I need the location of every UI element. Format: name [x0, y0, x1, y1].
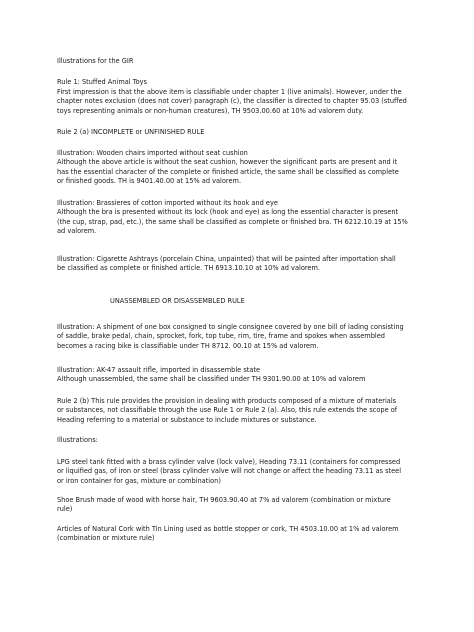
illustration-ak47: Illustration: AK-47 assault rifle, imported in disassemble state Although unassembled, the same shall be classified under TH 9301.90.00 at 10% ad valorem	[57, 366, 366, 384]
title-line: Illustrations for the GIR	[57, 57, 134, 65]
illustration-natural-cork: Articles of Natural Cork with Tin Lining used as bottle stopper or cork, TH 4503.10.00 at 1% ad valorem (combination or mixture rule)	[57, 525, 399, 543]
illustration-brassieres: Illustration: Brassieres of cotton imported without its hook and eye Although the bra is presented without its lock (hook and eye) as long the essential character is present (the cup, strap, pad, etc.), the same shall be classified as complete or finished bra. TH 6212.10.19 at 15% ad valorem.	[57, 199, 408, 236]
illustrations-label: Illustrations:	[57, 436, 98, 444]
illustration-chairs: Illustration: Wooden chairs imported without seat cushion Although the above article is without the seat cushion, however the significant parts are present and it has the essential character of the complete or finished article, the same shall be classified as complete or finished goods. TH is 9401.40.00 at 15% ad valorem.	[57, 149, 399, 186]
unassembled-heading: UNASSEMBLED OR DISASSEMBLED RULE	[110, 297, 245, 305]
rule2a-heading: Rule 2 (a) INCOMPLETE or UNFINISHED RULE	[57, 128, 205, 136]
illustration-racing-bike: Illustration: A shipment of one box consigned to single consignee covered by one bill of lading consisting of saddle, brake pedal, chain, sprocket, fork, top tube, rim, tire, frame and spokes when assembled becomes a racing bike is classifiable under TH 8712. 00.10 at 15% ad valorem.	[57, 323, 404, 350]
rule1-heading: Rule 1: Stuffed Animal Toys	[57, 78, 147, 86]
document-title	[57, 57, 437, 66]
illustration-shoe-brush: Shoe Brush made of wood with horse hair, TH 9603.90.40 at 7% ad valorem (combination or mixture rule)	[57, 496, 391, 514]
rule1-paragraph: First impression is that the above item is classifiable under chapter 1 (live animals). However, under the chapter notes exclusion (does not cover) paragraph (c), the classifier is directed to chapter 95.03 (stuffed toys representing animals or non-human creatures), TH 9503.00.60 at 10% ad valorem duty.	[57, 88, 407, 115]
rule2b-paragraph: Rule 2 (b) This rule provides the provision in dealing with products composed of a mixture of materials or substances, not classifiable through the use Rule 1 or Rule 2 (a). Also, this rule extends the scope of Heading referring to a material or substance to include mixtures or substance.	[57, 397, 398, 424]
illustration-ashtrays: Illustration: Cigarette Ashtrays (porcelain China, unpainted) that will be painted after importation shall be classified as complete or finished article. TH 6913.10.10 at 10% ad valorem.	[57, 255, 396, 273]
illustration-lpg-tank: LPG steel tank fitted with a brass cylinder valve (lock valve), Heading 73.11 (containers for compressed or liquified gas, of iron or steel (brass cylinder valve will not change or affect the heading 73.11 as steel or iron container for gas, mixture or combination)	[57, 458, 402, 485]
